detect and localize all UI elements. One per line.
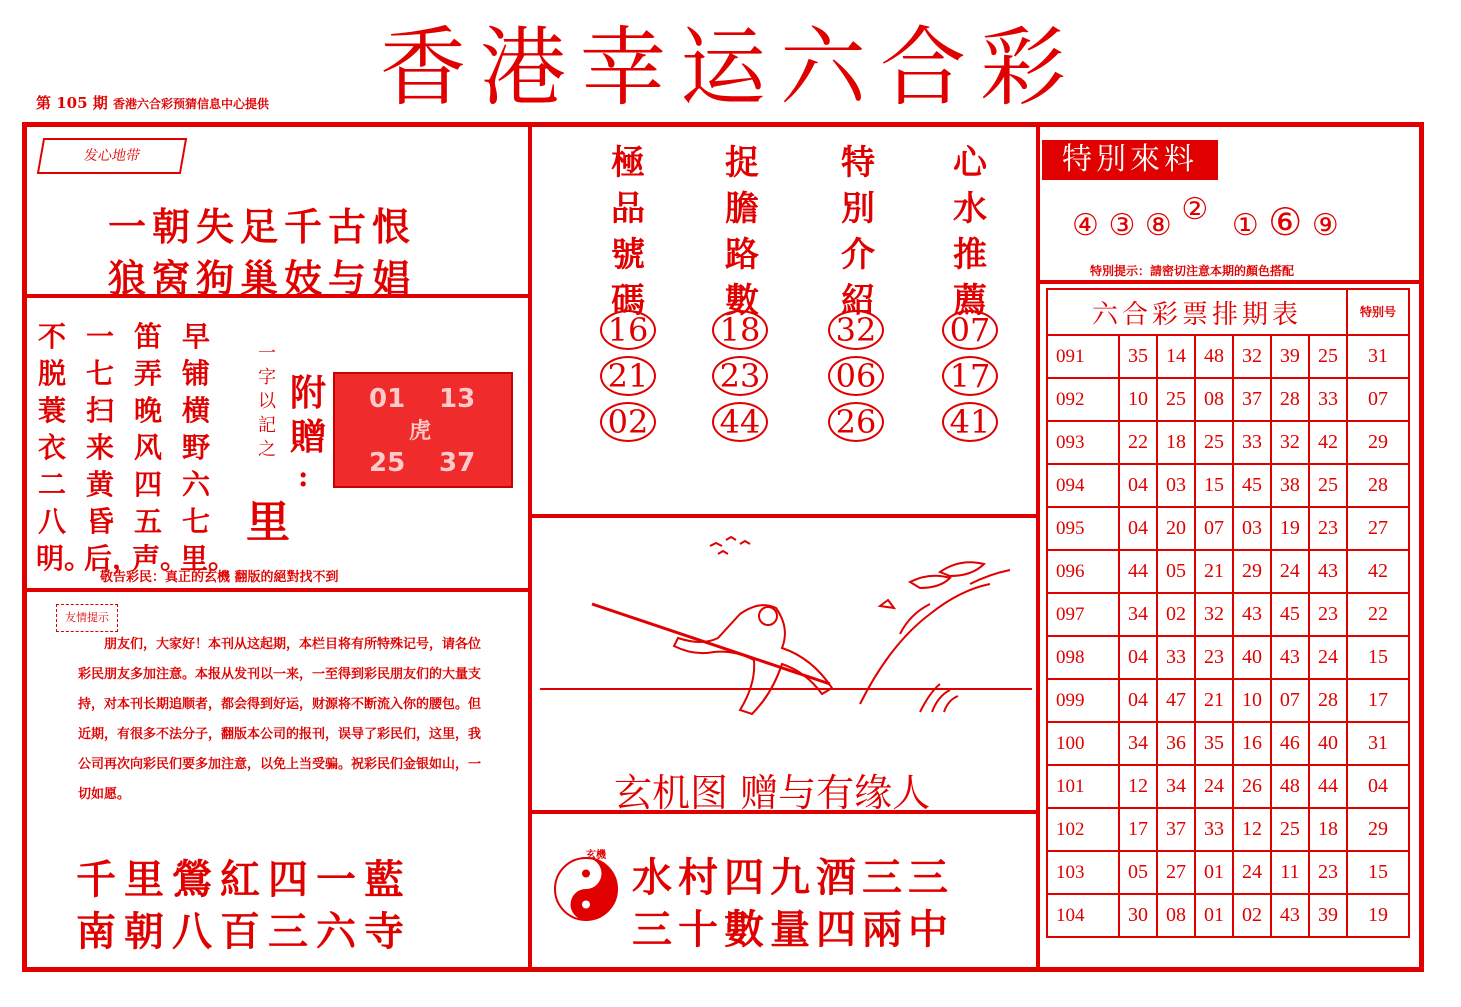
schedule-number: 04 <box>1119 679 1157 722</box>
schedule-number: 42 <box>1309 421 1347 464</box>
schedule-number: 32 <box>1233 335 1271 378</box>
schedule-number: 14 <box>1157 335 1195 378</box>
schedule-number: 25 <box>1157 378 1195 421</box>
schedule-row <box>1047 679 1409 722</box>
poem-bottom-line-1: 千里鶯紅四一藍 <box>76 857 412 903</box>
schedule-number: 35 <box>1119 335 1157 378</box>
schedule-number: 28 <box>1271 378 1309 421</box>
schedule-row <box>1047 636 1409 679</box>
schedule-number: 33 <box>1195 808 1233 851</box>
schedule-number: 23 <box>1309 593 1347 636</box>
schedule-number: 12 <box>1233 808 1271 851</box>
special-number: ① <box>1231 208 1259 243</box>
schedule-period: 098 <box>1047 636 1119 679</box>
special-title: 特別來料 <box>1042 140 1218 180</box>
schedule-number: 05 <box>1119 851 1157 894</box>
schedule-number: 18 <box>1309 808 1347 851</box>
schedule-number: 04 <box>1119 464 1157 507</box>
schedule-period: 099 <box>1047 679 1119 722</box>
issue-provider: 香港六合彩预猜信息中心提供 <box>113 97 270 111</box>
schedule-row <box>1047 593 1409 636</box>
schedule-row <box>1047 507 1409 550</box>
schedule-number: 33 <box>1157 636 1195 679</box>
bonus-heading: 附贈 <box>289 373 326 458</box>
schedule-number: 36 <box>1157 722 1195 765</box>
schedule-number: 04 <box>1119 636 1157 679</box>
pick-number: 44 <box>712 402 768 442</box>
riddle-line-2: 三十數量四兩中 <box>632 907 954 953</box>
schedule-number: 01 <box>1195 894 1233 937</box>
schedule-number: 44 <box>1309 765 1347 808</box>
bonus-number: 37 <box>439 448 476 478</box>
schedule-period: 094 <box>1047 464 1119 507</box>
schedule-number: 03 <box>1157 464 1195 507</box>
schedule-row <box>1047 378 1409 421</box>
divider-left-2 <box>26 588 528 592</box>
schedule-number: 23 <box>1195 636 1233 679</box>
schedule-period: 103 <box>1047 851 1119 894</box>
schedule-period: 102 <box>1047 808 1119 851</box>
poem-bottom-line-2: 南朝八百三六寺 <box>76 909 412 955</box>
bonus-box <box>333 372 513 488</box>
schedule-period: 096 <box>1047 550 1119 593</box>
schedule-period: 091 <box>1047 335 1119 378</box>
schedule-special-number: 15 <box>1347 636 1409 679</box>
schedule-number: 33 <box>1233 421 1271 464</box>
pick-number: 21 <box>600 356 656 396</box>
schedule-number: 22 <box>1119 421 1157 464</box>
special-number: ③ <box>1108 208 1136 243</box>
schedule-special-number: 31 <box>1347 722 1409 765</box>
schedule-number: 26 <box>1233 765 1271 808</box>
issue-number: 第 105 期 <box>36 94 108 112</box>
schedule-period: 100 <box>1047 722 1119 765</box>
pick-number: 41 <box>942 402 998 442</box>
divider-right <box>1036 126 1040 968</box>
column-heading: 心水推薦 <box>953 143 987 321</box>
letter-stamp: 友情提示 <box>56 604 118 632</box>
schedule-period: 095 <box>1047 507 1119 550</box>
schedule-number: 45 <box>1271 593 1309 636</box>
schedule-number: 23 <box>1309 851 1347 894</box>
pick-number: 07 <box>942 310 998 350</box>
issue-line <box>36 92 269 113</box>
schedule-number: 43 <box>1271 636 1309 679</box>
schedule-number: 18 <box>1157 421 1195 464</box>
schedule-number: 25 <box>1271 808 1309 851</box>
column-heading: 極品號碼 <box>611 143 645 321</box>
pick-number: 02 <box>600 402 656 442</box>
yinyang-label: 玄機 <box>586 850 606 861</box>
vertical-poem-col-2: 笛弄晚风四五声。 <box>132 320 189 575</box>
schedule-period: 104 <box>1047 894 1119 937</box>
pick-number: 17 <box>942 356 998 396</box>
schedule-number: 02 <box>1233 894 1271 937</box>
schedule-number: 20 <box>1157 507 1195 550</box>
schedule-number: 08 <box>1157 894 1195 937</box>
schedule-special-number: 29 <box>1347 808 1409 851</box>
letter-body: 朋友们，大家好！本刊从这起期，本栏目将有所特殊记号，请各位彩民朋友多加注意。本报从发刊以一来，一至得到彩民朋友们的大量支持，对本刊长期追顺者，都会得到好运，财源将不断流入你的腰包。但近期，有很多不法分子，翻版本公司的报刊，误导了彩民们，这里，我公司再次向彩民们要多加注意，以免上当受骗。祝彩民们金银如山，一切如愿。 <box>78 637 482 802</box>
schedule-number: 33 <box>1309 378 1347 421</box>
page-title: 香港幸运六合彩 <box>380 18 1080 118</box>
schedule-number: 16 <box>1233 722 1271 765</box>
yinyang-icon <box>553 856 619 922</box>
special-hint: 特別提示：請密切注意本期的顏色搭配 <box>1090 264 1295 278</box>
vertical-poem-col-1: 早铺横野六七里。 <box>180 320 237 575</box>
special-number: ⑨ <box>1311 208 1339 243</box>
riddle-line-1: 水村四九酒三三 <box>632 855 954 901</box>
schedule-number: 32 <box>1271 421 1309 464</box>
schedule-title: 六合彩票排期表 <box>1047 289 1347 335</box>
schedule-row <box>1047 894 1409 937</box>
schedule-special-number: 19 <box>1347 894 1409 937</box>
schedule-number: 27 <box>1157 851 1195 894</box>
schedule-number: 34 <box>1119 722 1157 765</box>
schedule-number: 08 <box>1195 378 1233 421</box>
schedule-period: 101 <box>1047 765 1119 808</box>
bonus-zodiac: 虎 <box>409 419 432 444</box>
schedule-number: 35 <box>1195 722 1233 765</box>
schedule-period: 092 <box>1047 378 1119 421</box>
pick-number: 23 <box>712 356 768 396</box>
schedule-special-header: 特别号 <box>1347 289 1409 335</box>
schedule-number: 07 <box>1195 507 1233 550</box>
schedule-number: 10 <box>1119 378 1157 421</box>
schedule-special-number: 27 <box>1347 507 1409 550</box>
schedule-number: 24 <box>1271 550 1309 593</box>
schedule-special-number: 28 <box>1347 464 1409 507</box>
schedule-period: 097 <box>1047 593 1119 636</box>
schedule-special-number: 22 <box>1347 593 1409 636</box>
schedule-row <box>1047 421 1409 464</box>
schedule-number: 23 <box>1309 507 1347 550</box>
schedule-special-number: 17 <box>1347 679 1409 722</box>
bonus-side-label: 一字以記之 <box>258 343 276 460</box>
schedule-number: 44 <box>1119 550 1157 593</box>
schedule-number: 01 <box>1195 851 1233 894</box>
schedule-number: 25 <box>1309 335 1347 378</box>
pick-number: 16 <box>600 310 656 350</box>
schedule-special-number: 42 <box>1347 550 1409 593</box>
poem-top-line-1: 一朝失足千古恨 <box>108 205 417 249</box>
pick-number: 06 <box>828 356 884 396</box>
schedule-number: 37 <box>1157 808 1195 851</box>
special-number: ② <box>1181 192 1209 227</box>
bonus-number: 01 <box>369 384 406 414</box>
schedule-number: 17 <box>1119 808 1157 851</box>
schedule-number: 30 <box>1119 894 1157 937</box>
schedule-number: 25 <box>1195 421 1233 464</box>
divider-mid-1 <box>532 514 1036 518</box>
schedule-number: 05 <box>1157 550 1195 593</box>
vertical-poem-col-4: 不脱蓑衣二八明。 <box>36 320 93 575</box>
divider-right-1 <box>1040 280 1420 284</box>
schedule-row <box>1047 722 1409 765</box>
bonus-colon: : <box>298 460 309 493</box>
schedule-special-number: 04 <box>1347 765 1409 808</box>
pick-number: 18 <box>712 310 768 350</box>
schedule-number: 03 <box>1233 507 1271 550</box>
schedule-number: 34 <box>1157 765 1195 808</box>
schedule-special-number: 31 <box>1347 335 1409 378</box>
schedule-number: 21 <box>1195 550 1233 593</box>
schedule-number: 39 <box>1271 335 1309 378</box>
schedule-number: 45 <box>1233 464 1271 507</box>
schedule-row <box>1047 550 1409 593</box>
schedule-number: 40 <box>1233 636 1271 679</box>
schedule-number: 10 <box>1233 679 1271 722</box>
schedule-period: 093 <box>1047 421 1119 464</box>
schedule-number: 15 <box>1195 464 1233 507</box>
schedule-number: 04 <box>1119 507 1157 550</box>
vertical-poem-col-3: 一七扫来黄昏后， <box>84 320 141 575</box>
schedule-number: 48 <box>1271 765 1309 808</box>
schedule-number: 07 <box>1271 679 1309 722</box>
schedule-number: 43 <box>1233 593 1271 636</box>
special-numbers <box>1072 192 1339 244</box>
schedule-number: 19 <box>1271 507 1309 550</box>
schedule-number: 38 <box>1271 464 1309 507</box>
schedule-number: 24 <box>1233 851 1271 894</box>
section-tag: 发心地带 <box>37 138 187 174</box>
schedule-number: 37 <box>1233 378 1271 421</box>
bonus-number: 13 <box>439 384 476 414</box>
schedule-number: 43 <box>1271 894 1309 937</box>
schedule-row <box>1047 851 1409 894</box>
schedule-special-number: 15 <box>1347 851 1409 894</box>
schedule-number: 29 <box>1233 550 1271 593</box>
schedule-number: 21 <box>1195 679 1233 722</box>
bonus-number: 25 <box>369 448 406 478</box>
schedule-number: 28 <box>1309 679 1347 722</box>
schedule-header-row <box>1047 289 1409 335</box>
schedule-number: 46 <box>1271 722 1309 765</box>
schedule-number: 47 <box>1157 679 1195 722</box>
schedule-number: 34 <box>1119 593 1157 636</box>
column-heading: 捉膽路數 <box>725 143 759 321</box>
bonus-hint-char: 里 <box>246 497 290 548</box>
pick-number: 26 <box>828 402 884 442</box>
schedule-number: 02 <box>1157 593 1195 636</box>
schedule-number: 12 <box>1119 765 1157 808</box>
schedule-row <box>1047 765 1409 808</box>
illustration-caption: 玄机图 赠与有缘人 <box>614 771 931 815</box>
schedule-number: 32 <box>1195 593 1233 636</box>
special-number: ⑧ <box>1144 208 1172 243</box>
column-heading: 特別介紹 <box>841 143 875 321</box>
schedule-special-number: 07 <box>1347 378 1409 421</box>
schedule-row <box>1047 808 1409 851</box>
schedule-row <box>1047 464 1409 507</box>
divider-left <box>528 126 532 968</box>
special-number: ④ <box>1072 208 1099 243</box>
schedule-number: 43 <box>1309 550 1347 593</box>
schedule-number: 40 <box>1309 722 1347 765</box>
riddle-illustration <box>540 524 1032 754</box>
schedule-number: 48 <box>1195 335 1233 378</box>
schedule-number: 24 <box>1195 765 1233 808</box>
schedule-special-number: 29 <box>1347 421 1409 464</box>
schedule-number: 24 <box>1309 636 1347 679</box>
schedule-table <box>1046 288 1410 938</box>
pick-number: 32 <box>828 310 884 350</box>
schedule-number: 39 <box>1309 894 1347 937</box>
poem-top-line-2: 狼窝狗巢妓与娼 <box>108 257 417 301</box>
schedule-number: 25 <box>1309 464 1347 507</box>
notice-text: 敬告彩民：真正的玄機 翻版的絕對找不到 <box>100 570 339 585</box>
schedule-row <box>1047 335 1409 378</box>
schedule-number: 11 <box>1271 851 1309 894</box>
special-number: ⑥ <box>1268 200 1303 244</box>
